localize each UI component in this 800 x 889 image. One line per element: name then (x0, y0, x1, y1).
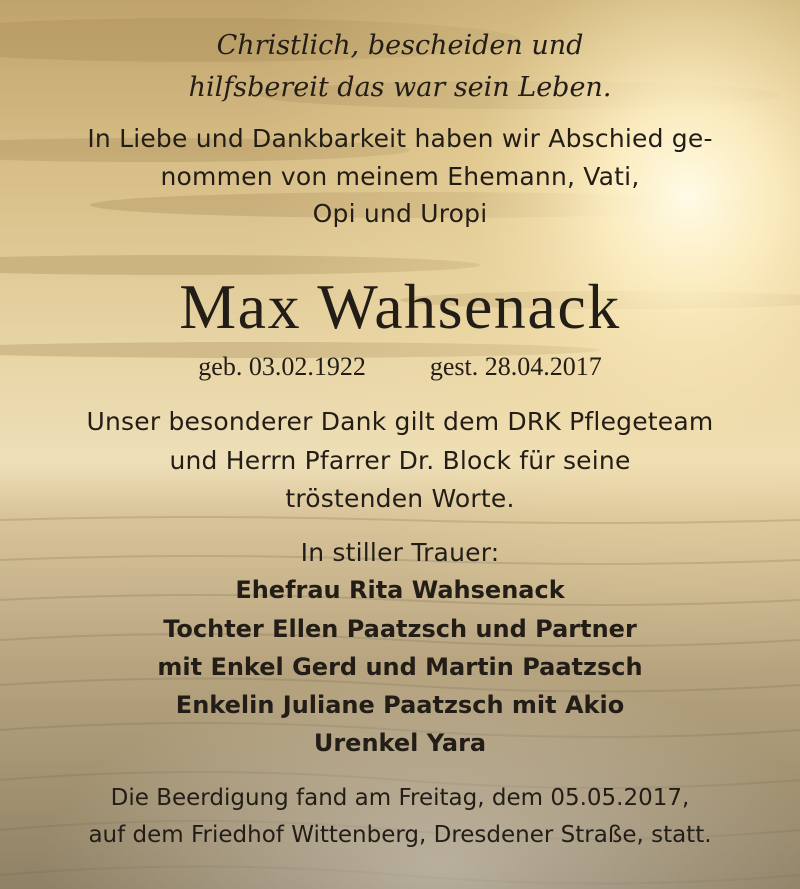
deceased-name: Max Wahsenack (179, 271, 621, 342)
mourner-line: mit Enkel Gerd und Martin Paatzsch (157, 653, 643, 681)
intro-line-1: In Liebe und Dankbarkeit haben wir Abschied ge- (87, 124, 713, 153)
thanks-line-2: und Herrn Pfarrer Dr. Block für seine (169, 446, 631, 475)
motto-line-1: Christlich, bescheiden und (216, 30, 584, 61)
death-date: gest. 28.04.2017 (429, 352, 602, 381)
motto-line-2: hilfsbereit das war sein Leben. (188, 72, 612, 103)
life-dates (0, 352, 800, 382)
intro-line-2: nommen von meinem Ehemann, Vati, (160, 162, 640, 191)
thanks-line-1: Unser besonderer Dank gilt dem DRK Pflegeteam (86, 407, 714, 436)
funeral-line-1: Die Beerdigung fand am Freitag, dem 05.05.2017, (110, 785, 690, 811)
birth-date: geb. 03.02.1922 (198, 352, 366, 381)
mourner-line: Tochter Ellen Paatzsch und Partner (163, 615, 637, 643)
mourner-line: Ehefrau Rita Wahsenack (235, 576, 565, 604)
thanks-line-3: tröstenden Worte. (285, 484, 515, 513)
mourner-line: Urenkel Yara (313, 729, 487, 757)
intro-line-3: Opi und Uropi (312, 199, 488, 228)
funeral-line-2: auf dem Friedhof Wittenberg, Dresdener Straße, statt. (88, 822, 712, 848)
mourning-label: In stiller Trauer: (300, 538, 500, 567)
mourner-line: Enkelin Juliane Paatzsch mit Akio (175, 691, 625, 719)
